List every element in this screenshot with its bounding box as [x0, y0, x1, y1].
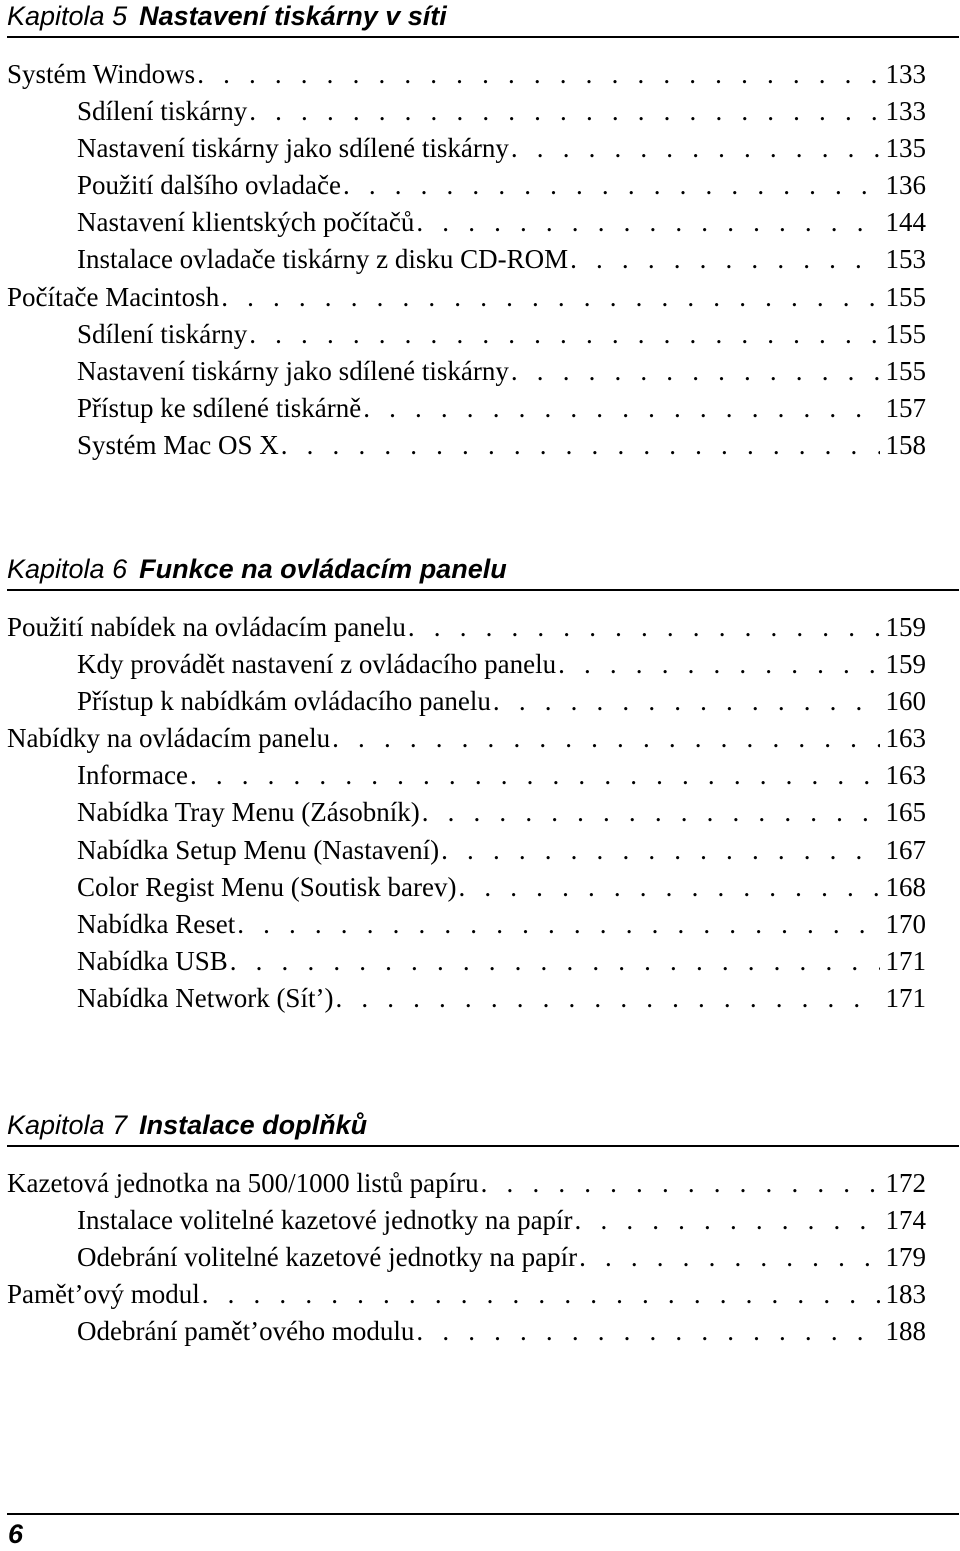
dot-leader	[363, 390, 879, 427]
toc-subentry[interactable]	[7, 757, 926, 794]
toc-entry[interactable]	[7, 1165, 926, 1202]
toc-entry[interactable]	[7, 1276, 926, 1313]
toc-entry-label: Nabídka USB	[77, 945, 228, 976]
toc-entry-label: Sdílení tiskárny	[77, 96, 248, 127]
toc-entry-label: Informace	[77, 760, 188, 791]
toc-page-number: 144	[885, 207, 926, 238]
chapter-title: Nastavení tiskárny v síti	[139, 1, 447, 31]
dot-leader	[202, 1276, 880, 1313]
toc-subentry[interactable]	[7, 980, 926, 1017]
chapter-1	[7, 0, 959, 464]
toc-page-number: 153	[885, 244, 926, 275]
toc-subentry[interactable]	[7, 906, 926, 943]
toc-entry-label: Sdílení tiskárny	[77, 318, 248, 349]
dot-leader	[579, 1239, 879, 1276]
toc-subentry[interactable]	[7, 241, 926, 278]
toc-entry-label: Nastavení tiskárny jako sdílené tiskárny	[77, 355, 509, 386]
toc-entry-label: Nabídka Setup Menu (Nastavení)	[77, 834, 440, 865]
toc-subentry[interactable]	[7, 869, 926, 906]
dot-leader	[511, 130, 880, 167]
toc-page-number: 165	[885, 797, 926, 828]
toc-subentry[interactable]	[7, 390, 926, 427]
dot-leader	[230, 943, 880, 980]
toc-subentry[interactable]	[7, 427, 926, 464]
toc-page-number: 158	[885, 429, 926, 460]
dot-leader	[511, 353, 880, 390]
dot-leader	[190, 757, 880, 794]
toc-entry-label: Systém Mac OS X	[77, 429, 279, 460]
toc-page-number: 157	[885, 392, 926, 423]
toc-subentry[interactable]	[7, 1239, 926, 1276]
toc-page-number: 163	[885, 760, 926, 791]
toc-subentry[interactable]	[7, 1202, 926, 1239]
toc-entry-label: Nabídka Reset	[77, 908, 236, 939]
dot-leader	[416, 204, 879, 241]
toc-entry-label: Nabídky na ovládacím panelu	[7, 723, 331, 754]
dot-leader	[441, 832, 879, 869]
toc-entry-list	[7, 56, 959, 464]
dot-leader	[197, 56, 879, 93]
toc-subentry[interactable]	[7, 943, 926, 980]
toc-subentry[interactable]	[7, 316, 926, 353]
chapter-2	[7, 553, 959, 1017]
chapter-title: Funkce na ovládacím panelu	[139, 554, 507, 584]
toc-subentry[interactable]	[7, 130, 926, 167]
toc-entry-label: Nabídka Network (Sít’)	[77, 982, 334, 1013]
toc-entry-label: Nastavení tiskárny jako sdílené tiskárny	[77, 133, 509, 164]
toc-page-number: 135	[885, 133, 926, 164]
toc-entry-list	[7, 609, 959, 1017]
dot-leader	[422, 794, 880, 831]
toc-page-number: 168	[885, 871, 926, 902]
toc-subentry[interactable]	[7, 353, 926, 390]
toc-entry-label: Přístup k nabídkám ovládacího panelu	[77, 686, 491, 717]
dot-leader	[558, 646, 879, 683]
toc-entry-label: Instalace volitelné kazetové jednotky na papír	[77, 1205, 573, 1236]
toc-entry[interactable]	[7, 609, 926, 646]
dot-leader	[408, 609, 880, 646]
toc-page-number: 133	[885, 59, 926, 89]
toc-subentry[interactable]	[7, 93, 926, 130]
toc-page-number: 167	[885, 834, 926, 865]
footer-rule	[7, 1513, 959, 1515]
dot-leader	[481, 1165, 880, 1202]
toc-page-number: 171	[885, 945, 926, 976]
chapter-heading	[7, 553, 959, 591]
dot-leader	[458, 869, 879, 906]
toc-page-number: 171	[885, 982, 926, 1013]
toc-entry-label: Použití nabídek na ovládacím panelu	[7, 612, 406, 642]
chapter-heading	[7, 1109, 959, 1147]
toc-entry-list	[7, 1165, 959, 1350]
toc-subentry[interactable]	[7, 683, 926, 720]
toc-page-number: 160	[885, 686, 926, 717]
toc-page-number: 159	[885, 649, 926, 680]
toc-entry-label: Kazetová jednotka na 500/1000 listů papíru	[7, 1168, 479, 1198]
toc-entry-label: Instalace ovladače tiskárny z disku CD-ROM	[77, 244, 569, 275]
chapter-3	[7, 1109, 959, 1350]
dot-leader	[249, 316, 879, 353]
toc-subentry[interactable]	[7, 167, 926, 204]
toc-subentry[interactable]	[7, 204, 926, 241]
toc-page-number: 133	[885, 96, 926, 127]
dot-leader	[416, 1313, 879, 1350]
toc-entry-label: Color Regist Menu (Soutisk barev)	[77, 871, 457, 902]
toc-page-number: 170	[885, 908, 926, 939]
toc-subentry[interactable]	[7, 832, 926, 869]
toc-subentry[interactable]	[7, 794, 926, 831]
chapter-heading	[7, 0, 959, 38]
toc-entry-label: Odebrání pamět’ového modulu	[77, 1316, 415, 1347]
page-number: 6	[8, 1519, 24, 1549]
toc-page-number: 163	[885, 723, 926, 754]
chapter-title: Instalace doplňků	[139, 1110, 368, 1140]
toc-page-number: 159	[885, 612, 926, 642]
toc-page-number: 155	[885, 281, 926, 312]
toc-page-number: 155	[885, 355, 926, 386]
toc-page-number: 174	[885, 1205, 926, 1236]
toc-page-number: 172	[885, 1168, 926, 1198]
toc-subentry[interactable]	[7, 646, 926, 683]
toc-entry-label: Počítače Macintosh	[7, 281, 220, 312]
toc-entry-label: Přístup ke sdílené tiskárně	[77, 392, 362, 423]
toc-entry-label: Použití dalšího ovladače	[77, 170, 341, 201]
toc-entry-label: Odebrání volitelné kazetové jednotky na papír	[77, 1242, 578, 1273]
dot-leader	[570, 241, 879, 278]
dot-leader	[335, 980, 879, 1017]
dot-leader	[332, 720, 879, 757]
toc-entry-label: Nastavení klientských počítačů	[77, 207, 415, 238]
toc-entry[interactable]	[7, 279, 926, 316]
toc-subentry[interactable]	[7, 1313, 926, 1350]
toc-entry[interactable]	[7, 720, 926, 757]
toc-page-number: 188	[885, 1316, 926, 1347]
dot-leader	[237, 906, 879, 943]
chapter-number: Kapitola 5	[7, 1, 128, 31]
dot-leader	[575, 1202, 880, 1239]
dot-leader	[343, 167, 880, 204]
toc-page-number: 179	[885, 1242, 926, 1273]
toc-entry[interactable]	[7, 56, 926, 93]
toc-entry-label: Nabídka Tray Menu (Zásobník)	[77, 797, 420, 828]
toc-page-number: 183	[885, 1279, 926, 1310]
toc-entry-label: Kdy provádět nastavení z ovládacího panelu	[77, 649, 557, 680]
chapter-number: Kapitola 7	[7, 1110, 128, 1140]
chapter-number: Kapitola 6	[7, 554, 128, 584]
toc-entry-label: Systém Windows	[7, 59, 196, 89]
dot-leader	[249, 93, 879, 130]
dot-leader	[281, 427, 880, 464]
dot-leader	[493, 683, 880, 720]
dot-leader	[221, 279, 879, 316]
toc-entry-label: Pamět’ový modul	[7, 1279, 200, 1310]
toc-page-number: 136	[885, 170, 926, 201]
toc-page-number: 155	[885, 318, 926, 349]
